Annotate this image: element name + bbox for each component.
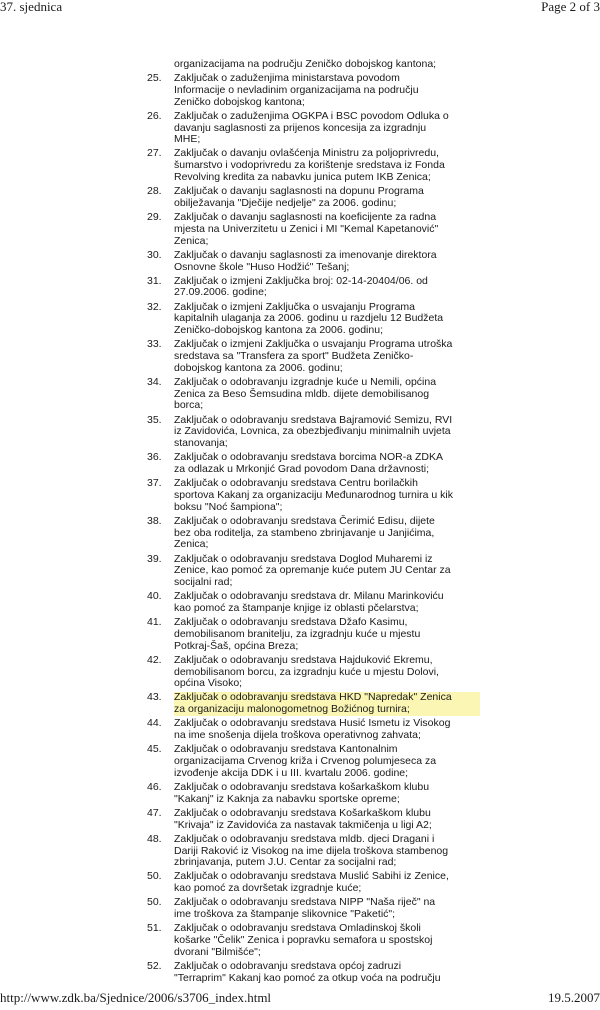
agenda-item-line: Zaključak o odobravanju sredstava Košarkaškom klubu xyxy=(174,806,431,819)
agenda-item-text xyxy=(174,415,480,450)
agenda-item xyxy=(140,415,480,450)
agenda-item-number: 40. xyxy=(147,590,162,603)
agenda-item-line: Osnovne škole "Huso Hodžić" Tešanj; xyxy=(174,260,350,273)
agenda-item-line: Zaključak o odobravanju sredstava Džafo Kasimu, xyxy=(174,616,408,629)
agenda-item-line: bez oba roditelja, za stambeno zbrinjavanje u Janjićima, xyxy=(174,526,435,539)
agenda-item-text xyxy=(174,478,480,513)
agenda-item-text xyxy=(174,302,480,337)
agenda-item-line: sredstava sa "Transfera za sport" Budžeta Zeničko- xyxy=(174,350,414,362)
agenda-item-number: 38. xyxy=(147,514,162,527)
agenda-item-line: Zaključak o odobravanju sredstava Hajduković Ekremu, xyxy=(174,653,433,666)
agenda-item-line: mjesta na Univerzitetu u Zenici i MI "Kemal Kapetanović" xyxy=(174,222,439,235)
agenda-item-line: 27.09.2006. godine; xyxy=(174,286,267,299)
agenda-item-number: 45. xyxy=(147,743,162,756)
agenda-item-text xyxy=(174,834,480,869)
agenda-item-number: 27. xyxy=(147,147,162,160)
agenda-item-line: Zaključak o odobravanju sredstava Čerimić Edisu, dijete xyxy=(174,514,435,527)
agenda-item-text xyxy=(174,923,480,958)
agenda-item-line: socijalni rad; xyxy=(174,576,233,589)
agenda-item-number: 39. xyxy=(147,552,162,565)
agenda-item-line: Zaključak o odobravanju izgradnje kuće u Nemili, općina xyxy=(174,375,437,388)
agenda-item-line: Zaključak o odobravanju sredstava Bajramović Semizu, RVI xyxy=(174,413,453,426)
agenda-item-number: 32. xyxy=(147,300,162,313)
agenda-item-text xyxy=(174,111,480,146)
agenda-item xyxy=(140,897,480,921)
agenda-item xyxy=(140,744,480,779)
agenda-item-line: ime troškova za štampanje slikovnice "Paketić"; xyxy=(174,908,396,921)
agenda-item-line: Zeničko dobojskog kantona; xyxy=(174,95,305,108)
agenda-item-number: 28. xyxy=(147,185,162,198)
print-footer-url: http://www.zdk.ba/Sjednice/2006/s3706_index.html xyxy=(0,990,272,1005)
agenda-item-number: 42. xyxy=(147,653,162,666)
agenda-item-line: šumarstvo i vodoprivredu za korištenje sredstava iz Fonda xyxy=(174,159,445,172)
agenda-item xyxy=(140,276,480,300)
print-footer-date: 19.5.2007 xyxy=(548,990,600,1005)
agenda-item-number: 29. xyxy=(147,211,162,224)
agenda-item-number: 26. xyxy=(147,109,162,122)
agenda-item xyxy=(140,923,480,958)
continuation-line: organizacijama na području Zeničko dobojskog kantona; xyxy=(174,58,437,70)
agenda-item-line: Zaključak o zaduženjima ministarstava povodom xyxy=(174,72,400,85)
agenda-item-line: Zaključak o izmjeni Zaključka o usvajanju Programa utroška xyxy=(174,338,453,351)
agenda-item-text xyxy=(174,452,480,476)
agenda-item-line: Zaključak o odobravanju sredstava NIPP "Naša riječ" na xyxy=(174,896,436,909)
agenda-item-line: Zaključak o odobravanju sredstava borcima NOR-a ZDKA xyxy=(174,451,444,464)
agenda-item-line: MHE; xyxy=(174,133,201,146)
agenda-item xyxy=(140,591,480,615)
agenda-item-line: Zaključak o odobravanju sredstava HKD "Napredak" Zenica xyxy=(174,692,480,704)
agenda-item-line: Informacije o nevladinim organizacijama na području xyxy=(174,83,419,96)
agenda-item-line: izvođenje akcija DDK i u III. kvartalu 2006. godine; xyxy=(174,766,409,779)
agenda-item xyxy=(140,250,480,274)
agenda-item-text xyxy=(174,554,480,589)
agenda-item-number: 51. xyxy=(147,922,162,935)
print-header-page-number: Page 2 of 3 xyxy=(541,0,600,14)
agenda-item-line: organizacijama Crvenog križa i Crvenog polumjeseca za xyxy=(174,755,437,768)
agenda-item-number: 50. xyxy=(147,870,162,883)
agenda-item-line: demobilisanom borcu, za izgradnju kuće u mjestu Dolovi, xyxy=(174,665,439,678)
agenda-item-line: Zenica; xyxy=(174,538,209,551)
agenda-item-text xyxy=(174,516,480,551)
agenda-item-line: "Terraprim" Kakanj kao pomoć za otkup voća na području xyxy=(174,971,441,984)
agenda-item-text xyxy=(174,744,480,779)
agenda-item-text xyxy=(174,212,480,247)
agenda-item xyxy=(140,186,480,210)
agenda-item-line: Zaključak o odobravanju sredstava dr. Milanu Marinkoviću xyxy=(174,590,444,603)
agenda-item-number: 47. xyxy=(147,806,162,819)
agenda-item-number: 44. xyxy=(147,717,162,730)
agenda-item-text xyxy=(174,339,480,374)
agenda-item-line: Zenica za Beso Šemsudina mldb. dijete demobilisanog xyxy=(174,387,430,400)
agenda-item-line: "Krivaja" iz Zavidovića za nastavak takmičenja u ligi A2; xyxy=(174,818,432,831)
agenda-item-line: Zaključak o odobravanju sredstava Muslić Sabihi iz Zenice, xyxy=(174,870,449,883)
agenda-item-text xyxy=(174,782,480,806)
agenda-item-line: borca; xyxy=(174,399,204,412)
agenda-item xyxy=(140,148,480,183)
agenda-item-line: Zaključak o odobravanju sredstava mldb. djeci Dragani i xyxy=(174,832,435,845)
agenda-item-line: Potkraj-Šaš, općina Breza; xyxy=(174,639,299,652)
agenda-item-line: Zaključak o odobravanju sredstava Husić Ismetu iz Visokog xyxy=(174,717,451,730)
agenda-item-text xyxy=(174,591,480,615)
agenda-item xyxy=(140,808,480,832)
agenda-item-line: obilježavanja "Dječije nedjelje" za 2006. godinu; xyxy=(174,196,397,209)
agenda-item-line: Zaključak o davanju saglasnosti na koeficijente za radna xyxy=(174,211,437,224)
agenda-item xyxy=(140,961,480,985)
agenda-item-line: demobilisanom branitelju, za izgradnju kuće u mjestu xyxy=(174,627,421,640)
agenda-item-line: sportova Kakanj za organizaciju Međunarodnog turnira u kik xyxy=(174,488,453,501)
agenda-item-line: Zaključak o odobravanju sredstava Omladinskoj školi xyxy=(174,922,421,935)
agenda-item xyxy=(140,834,480,869)
agenda-item xyxy=(140,478,480,513)
agenda-item-number: 33. xyxy=(147,338,162,351)
agenda-item xyxy=(140,692,480,716)
agenda-item-line: Zaključak o zaduženjima OGKPA i BSC povodom Odluka o xyxy=(174,109,449,122)
agenda-item-line: Zaključak o davanju saglasnosti na dopunu Programa xyxy=(174,185,424,198)
agenda-item-number: 34. xyxy=(147,375,162,388)
agenda-item-line: kao pomoć za štampanje knjige iz oblasti pčelarstva; xyxy=(174,602,419,615)
agenda-item xyxy=(140,73,480,108)
agenda-item-line: Zaključak o davanju saglasnosti za imenovanje direktora xyxy=(174,248,437,261)
agenda-item-text xyxy=(174,897,480,921)
agenda-item-text xyxy=(174,377,480,412)
agenda-item-number: 35. xyxy=(147,413,162,426)
agenda-item-line: Zaključak o izmjeni Zaključka o usvajanju Programa xyxy=(174,300,416,313)
agenda-item-line: iz Zavidovića, Lovnica, za obezbjeđivanju minimalnih uvjeta xyxy=(174,425,451,438)
agenda-item-line: dvorani "Bilmišće"; xyxy=(174,945,261,958)
agenda-item-line: kao pomoć za dovršetak izgradnje kuće; xyxy=(174,882,362,895)
agenda-item xyxy=(140,655,480,690)
agenda-item xyxy=(140,302,480,337)
agenda-item-line: općina Visoko; xyxy=(174,677,243,690)
agenda-list xyxy=(140,59,480,984)
agenda-item-text xyxy=(174,186,480,210)
agenda-item-line: Zaključak o izmjeni Zaključka broj: 02-14-20404/06. od xyxy=(174,274,428,287)
agenda-item-line: davanju saglasnosti za prijenos koncesija za izgradnju xyxy=(174,121,427,134)
agenda-item-line: Zaključak o odobravanju sredstava općoj zadruzi xyxy=(174,959,402,972)
agenda-item xyxy=(140,377,480,412)
agenda-item-number: 52. xyxy=(147,959,162,972)
agenda-item-line: na ime snošenja dijela troškova operativnog zahvata; xyxy=(174,729,421,742)
agenda-item-number: 46. xyxy=(147,780,162,793)
agenda-item-text xyxy=(174,276,480,300)
agenda-item xyxy=(140,617,480,652)
agenda-item-line: Revolving kredita za nabavku junica putem IKB Zenica; xyxy=(174,171,431,184)
agenda-item xyxy=(140,516,480,551)
agenda-item-line: zbrinjavanja, putem J.U. Centar za socijalni rad; xyxy=(174,856,397,869)
agenda-item-line: stanovanja; xyxy=(174,437,228,450)
agenda-item-number: 25. xyxy=(147,72,162,85)
agenda-item-line: Dariji Raković iz Visokog na ime dijela troškova stambenog xyxy=(174,844,449,857)
agenda-item-text xyxy=(174,692,480,716)
agenda-item-text xyxy=(174,148,480,183)
agenda-item-text xyxy=(174,808,480,832)
agenda-item-line: Zaključak o odobravanju sredstava Doglod Muharemi iz xyxy=(174,552,433,565)
agenda-item-number: 43. xyxy=(147,691,162,704)
agenda-item xyxy=(140,718,480,742)
agenda-item-line: dobojskog kantona za 2006. godinu; xyxy=(174,361,343,374)
agenda-item-text xyxy=(174,871,480,895)
agenda-item-line: kapitalnih ulaganja za 2006. godinu u razdjelu 12 Budžeta xyxy=(174,312,444,325)
agenda-item-number: 36. xyxy=(147,451,162,464)
agenda-item-number: 31. xyxy=(147,274,162,287)
agenda-item-text xyxy=(174,73,480,108)
agenda-item-line: Zaključak o davanju ovlašćenja Ministru za poljoprivredu, xyxy=(174,147,439,160)
agenda-item-line: za odlazak u Mrkonjić Grad povodom Dana državnosti; xyxy=(174,463,430,476)
agenda-item-text xyxy=(174,961,480,985)
agenda-item-text xyxy=(174,718,480,742)
agenda-item xyxy=(140,554,480,589)
agenda-item-number: 48. xyxy=(147,832,162,845)
agenda-item xyxy=(140,212,480,247)
agenda-item-line: za organizaciju malonogometnog Božićnog turnira; xyxy=(174,704,480,716)
agenda-items xyxy=(140,73,480,984)
agenda-item xyxy=(140,782,480,806)
agenda-item-line: "Kakanj" iz Kaknja za nabavku sportske opreme; xyxy=(174,792,400,805)
agenda-item-number: 41. xyxy=(147,616,162,629)
agenda-item-line: Zaključak o odobravanju sredstava Centru borilačkih xyxy=(174,477,418,490)
agenda-item-line: Zaključak o odobravanju sredstava košarkaškom klubu xyxy=(174,780,430,793)
agenda-item-line: Zaključak o odobravanju sredstava Kantonalnim xyxy=(174,743,398,756)
agenda-item-line: Zeničko-dobojskog kantona za 2006. godinu; xyxy=(174,324,383,337)
agenda-item-text xyxy=(174,617,480,652)
agenda-item-text xyxy=(174,655,480,690)
agenda-item-line: boksu "Noć šampiona"; xyxy=(174,500,283,513)
agenda-item-line: košarke "Čelik" Zenica i popravku semafora u spostskoj xyxy=(174,934,433,946)
print-header-title: 37. sjednica xyxy=(0,0,63,14)
agenda-item-line: Zenica; xyxy=(174,234,209,247)
agenda-item-text xyxy=(174,250,480,274)
agenda-item xyxy=(140,452,480,476)
agenda-item-number: 37. xyxy=(147,477,162,490)
agenda-item-line: Zenice, kao pomoć za opremanje kuće putem JU Centar za xyxy=(174,564,451,577)
agenda-item-number: 50. xyxy=(147,896,162,909)
agenda-item-number: 30. xyxy=(147,248,162,261)
agenda-item xyxy=(140,111,480,146)
agenda-item xyxy=(140,339,480,374)
agenda-item xyxy=(140,871,480,895)
